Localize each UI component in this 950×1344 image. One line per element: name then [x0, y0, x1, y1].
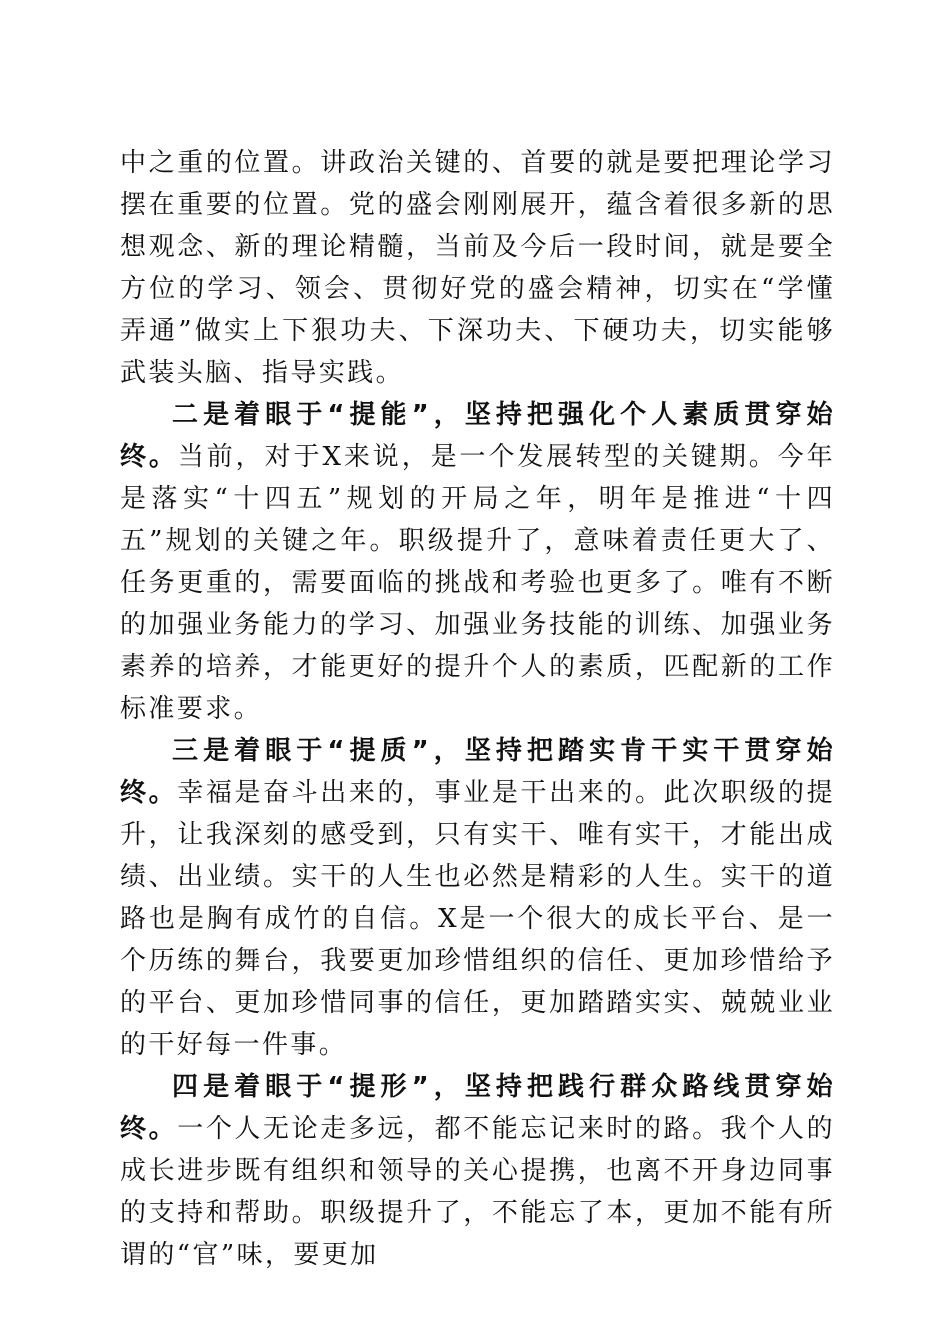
paragraph-4-lead: 四是着眼于“提形”，坚持把践行群众路线贯穿始终。	[120, 1072, 835, 1144]
paragraph-4-text: 一个人无论走多远，都不能忘记来时的路。我个人的成长进步既有组织和领导的关心提携，也离不开身边同事的支持和帮助。职级提升了，不能忘了本，更加不能有所谓的“官”味，要更加	[120, 1114, 835, 1270]
paragraph-3	[120, 730, 835, 1066]
paragraph-1	[120, 142, 835, 394]
paragraph-3-text: 幸福是奋斗出来的，事业是干出来的。此次职级的提升，让我深刻的感受到，只有实干、唯有实干，才能出成绩、出业绩。实干的人生也必然是精彩的人生。实干的道路也是胸有成竹的自信。X是一个很大的成长平台、是一个历练的舞台，我要更加珍惜组织的信任、更加珍惜给予的平台、更加珍惜同事的信任，更加踏踏实实、兢兢业业的干好每一件事。	[120, 778, 835, 1060]
paragraph-2-lead: 二是着眼于“提能”，坚持把强化个人素质贯穿始终。	[120, 400, 835, 472]
paragraph-3-lead: 三是着眼于“提质”，坚持把踏实肯干实干贯穿始终。	[120, 736, 835, 808]
paragraph-2-text: 当前，对于X来说，是一个发展转型的关键期。今年是落实“十四五”规划的开局之年，明年是推进“十四五”规划的关键之年。职级提升了，意味着责任更大了、任务更重的，需要面临的挑战和考验也更多了。唯有不断的加强业务能力的学习、加强业务技能的训练、加强业务素养的培养，才能更好的提升个人的素质，匹配新的工作标准要求。	[120, 442, 835, 724]
paragraph-4	[120, 1066, 835, 1276]
document-page	[120, 142, 835, 1276]
paragraph-1-text: 中之重的位置。讲政治关键的、首要的就是要把理论学习摆在重要的位置。党的盛会刚刚展开，蕴含着很多新的思想观念、新的理论精髓，当前及今后一段时间，就是要全方位的学习、领会、贯彻好党的盛会精神，切实在“学懂弄通”做实上下狠功夫、下深功夫、下硬功夫，切实能够武装头脑、指导实践。	[120, 148, 835, 388]
paragraph-2	[120, 394, 835, 730]
